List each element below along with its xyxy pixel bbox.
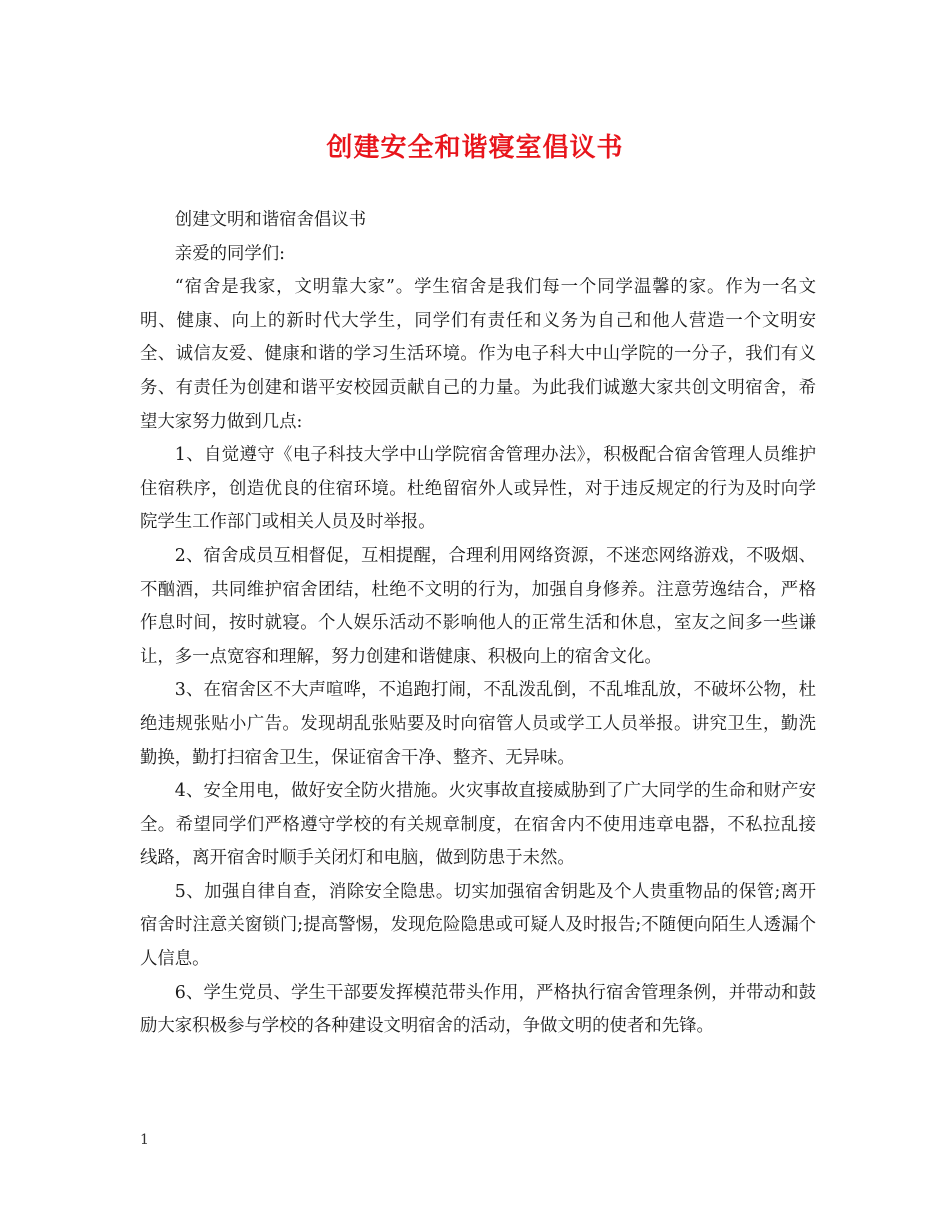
item-paragraph-6: 6、学生党员、学生干部要发挥模范带头作用，严格执行宿舍管理条例，并带动和鼓励大家积极参与学校的各种建设文明宿舍的活动，争做文明的使者和先锋。 <box>140 982 816 1037</box>
item-paragraph-3: 3、在宿舍区不大声喧哗，不追跑打闹，不乱泼乱倒，不乱堆乱放，不破坏公物，杜绝违规张贴小广告。发现胡乱张贴要及时向宿管人员或学工人员举报。讲究卫生，勤洗勤换，勤打扫宿舍卫生，保证宿舍干净、整齐、无异味。 <box>140 680 816 768</box>
salutation-paragraph: 亲爱的同学们: <box>174 243 286 264</box>
document-body <box>140 204 816 1044</box>
document-title: 创建安全和谐寝室倡议书 <box>326 133 624 163</box>
item-paragraph-5: 5、加强自律自查，消除安全隐患。切实加强宿舍钥匙及个人贵重物品的保管;离开宿舍时注意关窗锁门;提高警惕，发现危险隐患或可疑人及时报告;不随便向陌生人透漏个人信息。 <box>140 881 816 970</box>
item-paragraph-4: 4、安全用电，做好安全防火措施。火灾事故直接威胁到了广大同学的生命和财产安全。希望同学们严格遵守学校的有关规章制度，在宿舍内不使用违章电器，不私拉乱接线路，离开宿舍时顺手关闭灯和电脑，做到防患于未然。 <box>140 781 816 869</box>
subtitle-paragraph: 创建文明和谐宿舍倡议书 <box>174 210 367 230</box>
item-paragraph-2: 2、宿舍成员互相督促，互相提醒，合理利用网络资源，不迷恋网络游戏，不吸烟、不酗酒，共同维护宿舍团结，杜绝不文明的行为，加强自身修养。注意劳逸结合，严格作息时间，按时就寝。个人娱乐活动不影响他人的正常生活和休息，室友之间多一些谦让，多一点宽容和理解，努力创建和谐健康、积极向上的宿舍文化。 <box>140 545 816 667</box>
item-paragraph-1: 1、自觉遵守《电子科技大学中山学院宿舍管理办法》，积极配合宿舍管理人员维护住宿秩序，创造优良的住宿环境。杜绝留宿外人或异性，对于违反规定的行为及时向学院学生工作部门或相关人员及时举报。 <box>140 445 816 533</box>
intro-paragraph: “宿舍是我家，文明靠大家”。学生宿舍是我们每一个同学温馨的家。作为一名文明、健康、向上的新时代大学生，同学们有责任和义务为自己和他人营造一个文明安全、诚信友爱、健康和谐的学习生活环境。作为电子科大中山学院的一分子，我们有义务、有责任为创建和谐平安校园贡献自己的力量。为此我们诚邀大家共创文明宿舍，希望大家努力做到几点: <box>140 277 816 432</box>
page-number: 1 <box>140 1132 149 1148</box>
